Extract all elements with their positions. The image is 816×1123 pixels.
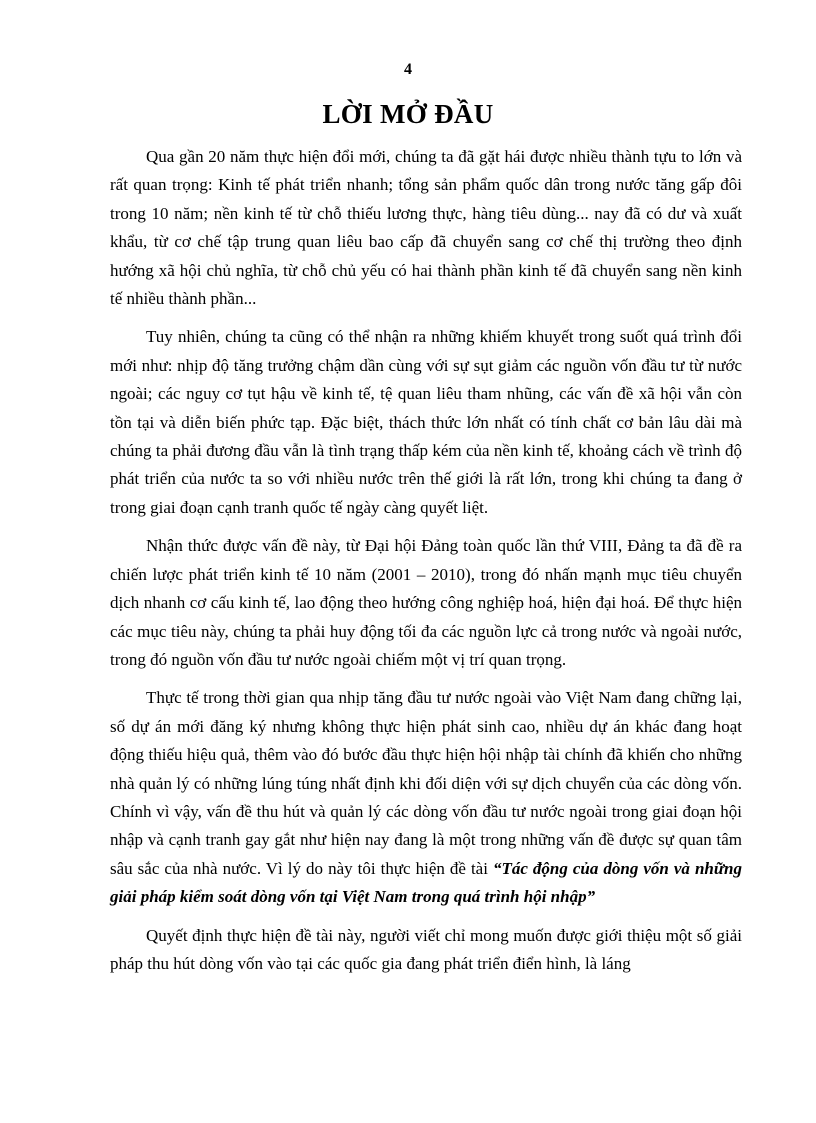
paragraph-5: Quyết định thực hiện đề tài này, người viết chỉ mong muốn được giới thiệu một số giải pháp thu hút dòng vốn vào tại các quốc gia đang phát triển điển hình, là láng	[110, 925, 742, 973]
paragraph-3: Nhận thức được vấn đề này, từ Đại hội Đảng toàn quốc lần thứ VIII, Đảng ta đã đề ra chiến lược phát triển kinh tế 10 năm (2001 – 2010), trong đó nhấn mạnh mục tiêu chuyển dịch nhanh cơ cấu kinh tế, lao động theo hướng công nghiệp hoá, hiện đại hoá. Để thực hiện các mục tiêu này, chúng ta phải huy động tối đa các nguồn lực cả trong nước và ngoài nước, trong đó nguồn vốn đầu tư nước ngoài chiếm một vị trí quan trọng.	[110, 536, 742, 669]
paragraph-1: Qua gần 20 năm thực hiện đổi mới, chúng ta đã gặt hái được nhiều thành tựu to lớn và rất quan trọng: Kinh tế phát triển nhanh; tổng sản phẩm quốc dân trong nước tăng gấp đôi trong 10 năm; nền kinh tế từ chỗ thiếu lương thực, hàng tiêu dùng... nay đã có dư và xuất khẩu, từ cơ chế tập trung quan liêu bao cấp đã chuyển sang cơ chế thị trường theo định hướng xã hội chủ nghĩa, từ chỗ chủ yếu có hai thành phần kinh tế đã chuyển sang nền kinh tế nhiều thành phần...	[110, 147, 742, 309]
paragraph-4	[110, 684, 742, 911]
paragraph-2: Tuy nhiên, chúng ta cũng có thể nhận ra những khiếm khuyết trong suốt quá trình đổi mới như: nhịp độ tăng trưởng chậm dần cùng với sự sụt giảm các nguồn vốn đầu tư từ nước ngoài; các nguy cơ tụt hậu về kinh tế, tệ quan liêu tham nhũng, các vấn đề xã hội vẫn còn tồn tại và diễn biến phức tạp. Đặc biệt, thách thức lớn nhất có tính chất cơ bản lâu dài mà chúng ta phải đương đầu vẫn là tình trạng thấp kém của nền kinh tế, khoảng cách về trình độ phát triển của nước ta so với nhiều nước trên thế giới là rất lớn, trong khi chúng ta đang ở trong giai đoạn cạnh tranh quốc tế ngày càng quyết liệt.	[110, 327, 742, 517]
page-title: LỜI MỞ ĐẦU	[322, 99, 494, 129]
paragraph-4-text: Thực tế trong thời gian qua nhịp tăng đầu tư nước ngoài vào Việt Nam đang chững lại, số dự án mới đăng ký nhưng không thực hiện phát sinh cao, nhiều dự án khác đang hoạt động thiếu hiệu quả, thêm vào đó bước đầu thực hiện hội nhập tài chính đã khiến cho những nhà quản lý có những lúng túng nhất định khi đối diện với sự dịch chuyển của các dòng vốn. Chính vì vậy, vấn đề thu hút và quản lý các dòng vốn đầu tư nước ngoài trong giai đoạn hội nhập và cạnh tranh gay gắt như hiện nay đang là một trong những vấn đề được sự quan tâm sâu sắc của nhà nước. Vì lý do này tôi thực hiện đề tài	[110, 688, 742, 878]
thesis-title-emphasis: “Tác động của dòng vốn và những giải pháp kiểm soát dòng vốn tại Việt Nam trong quá trình hội nhập”	[110, 858, 742, 907]
page-number: 4	[404, 61, 412, 78]
body-text	[110, 143, 742, 978]
